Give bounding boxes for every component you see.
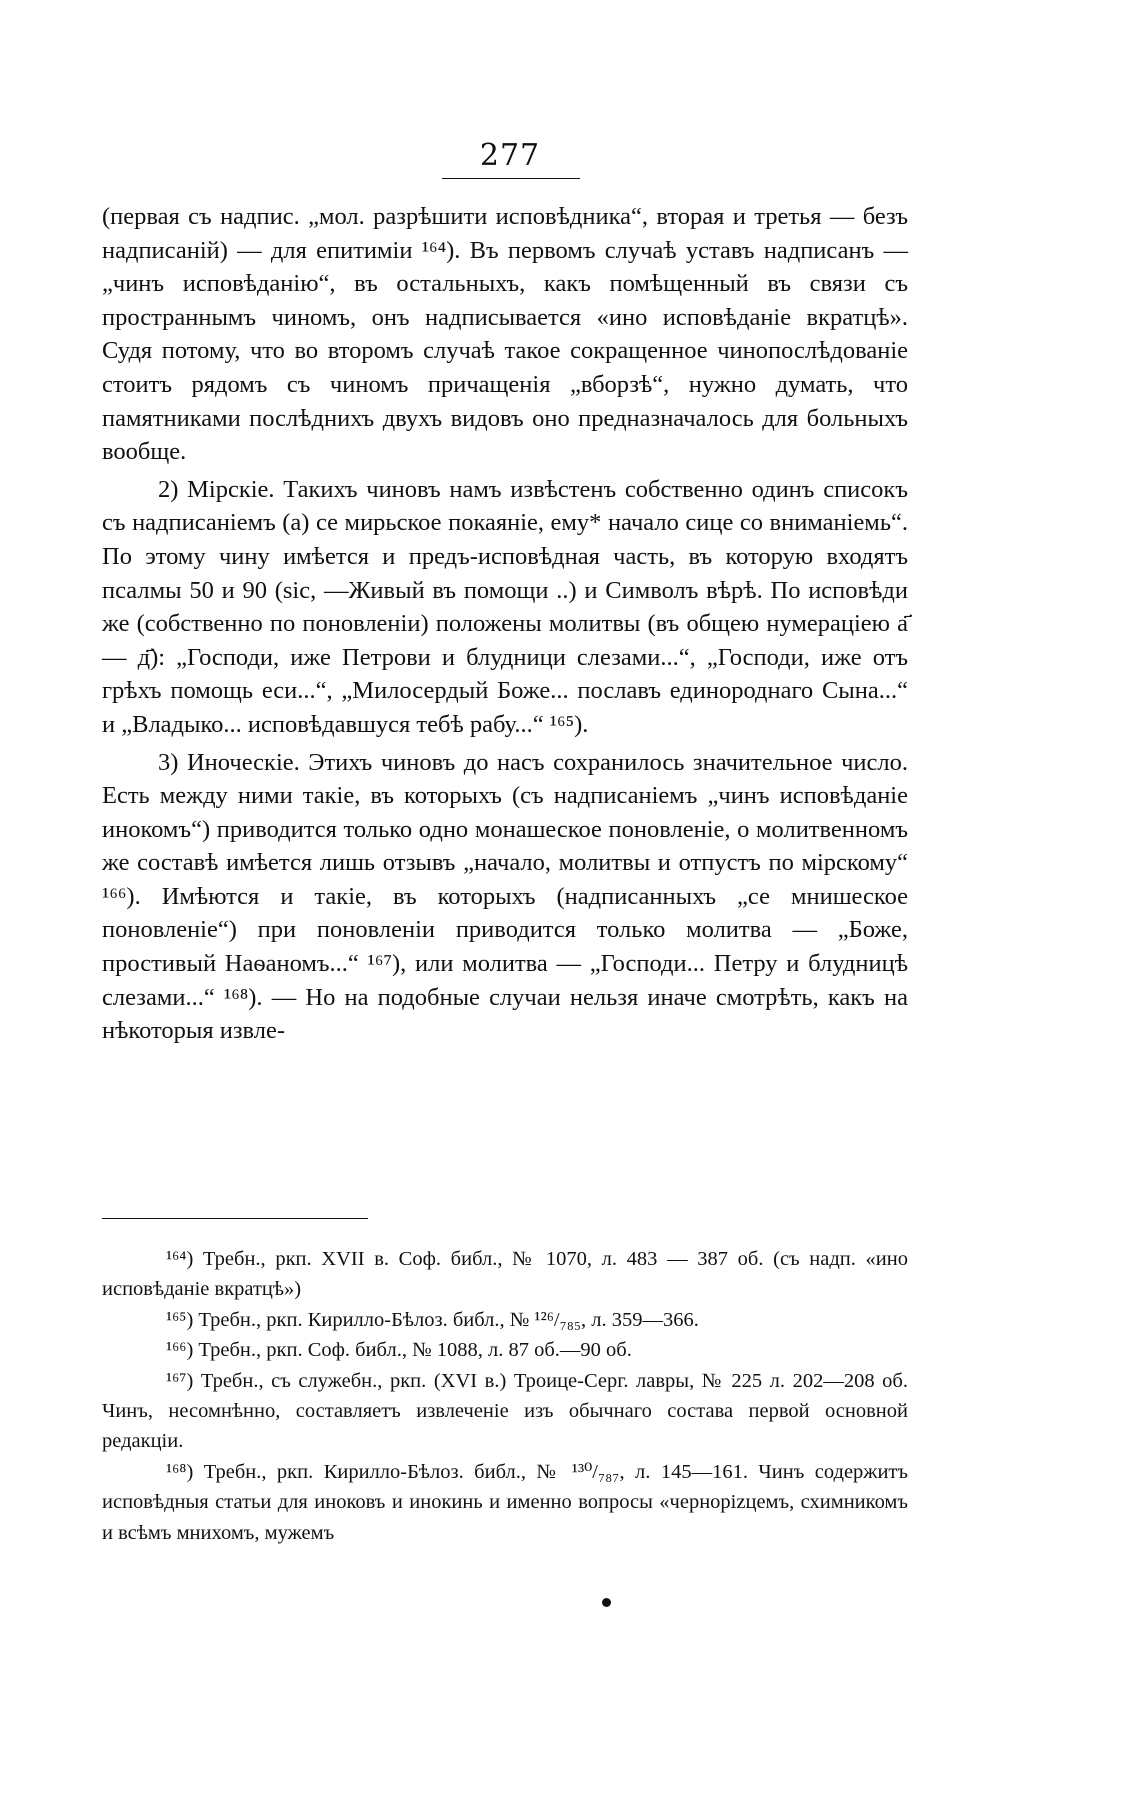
main-text (102, 200, 908, 1048)
footnote-separator (102, 1218, 368, 1219)
footnote-167: ¹⁶⁷) Требн., съ служебн., ркп. (XVI в.) Троице-Серг. лавры, № 225 л. 202—208 об. Чинъ, несомнѣнно, составляетъ извлеченіе изъ обычнаго состава первой основной редакціи. (102, 1369, 908, 1453)
paragraph-3: 3) Иноческіе. Этихъ чиновъ до насъ сохранилось значительное число. Есть между ними такіе, въ которыхъ (съ надписаніемъ „чинъ исповѣданіе инокомъ“) приводится только одно монашеское поновленіе, о молитвенномъ же составѣ имѣется лишь отзывъ „начало, молитвы и отпустъ по мірскому“ ¹⁶⁶). Имѣются и такіе, въ которыхъ (надписанныхъ „се мнишеское поновленіе“) при поновленіи приводится только молитва — „Боже, простивый Наѳаномъ...“ ¹⁶⁷), или молитва — „Господи... Петру и блудницѣ слезами...“ ¹⁶⁸). — Но на подобные случаи нельзя иначе смотрѣть, какъ на нѣкоторыя извле- (102, 748, 908, 1045)
footnote-164: ¹⁶⁴) Требн., ркп. XVII в. Соф. библ., № 1070, л. 483 — 387 об. (съ надп. «ино исповѣданіе вкратцѣ») (102, 1248, 908, 1301)
paragraph-2: 2) Мірскіе. Такихъ чиновъ намъ извѣстенъ собственно одинъ списокъ съ надписаніемъ (а) се мирьское покаяніе, ему* начало сице со вниманіемь“. По этому чину имѣется и предъ-исповѣдная часть, въ которую входятъ псалмы 50 и 90 (sic, —Живый въ помощи ..) и Символъ вѣрѣ. По исповѣди же (собственно по поновленіи) положены молитвы (въ общею нумераціею а҃ — д҃): „Господи, иже Петрови и блудници слезами...“, „Господи, иже отъ грѣхъ помощь еси...“, „Милосердый Боже... пославъ единороднаго Сына...“ и „Владыко... исповѣдавшуся тебѣ рабу...“ ¹⁶⁵). (102, 475, 908, 738)
footnote-166: ¹⁶⁶) Требн., ркп. Соф. библ., № 1088, л. 87 об.—90 об. (166, 1339, 632, 1362)
paragraph-1: (первая съ надпис. „мол. разрѣшити исповѣдника“, вторая и третья — безъ надписаній) — для епитиміи ¹⁶⁴). Въ первомъ случаѣ уставъ надписанъ — „чинъ исповѣданію“, въ остальныхъ, какъ помѣщенный въ связи съ пространнымъ чиномъ, онъ надписывается «ино исповѣданіе вкратцѣ». Судя потому, что во второмъ случаѣ такое сокращенное чинопослѣдованіе стоитъ рядомъ съ чиномъ причащенія „вборзѣ“, нужно думать, что памятниками послѣднихъ двухъ видовъ оно предназначалось для больныхъ вообще. (102, 203, 908, 466)
footnote-165: ¹⁶⁵) Требн., ркп. Кирилло-Бѣлоз. библ., № ¹²⁶/₇₈₅, л. 359—366. (166, 1308, 699, 1331)
footnotes (102, 1244, 908, 1548)
page-number-rule (442, 178, 580, 179)
footnote-168: ¹⁶⁸) Требн., ркп. Кирилло-Бѣлоз. библ., № ¹³⁰/₇₈₇, л. 145—161. Чинъ содержитъ исповѣдныя статьи для иноковъ и инокинь и именно вопросы «чернорizцемъ, схимникомъ и всѣмъ мнихомъ, мужемъ (102, 1460, 908, 1544)
page-number: 277 (479, 138, 541, 173)
page-dot-mark (602, 1598, 611, 1607)
